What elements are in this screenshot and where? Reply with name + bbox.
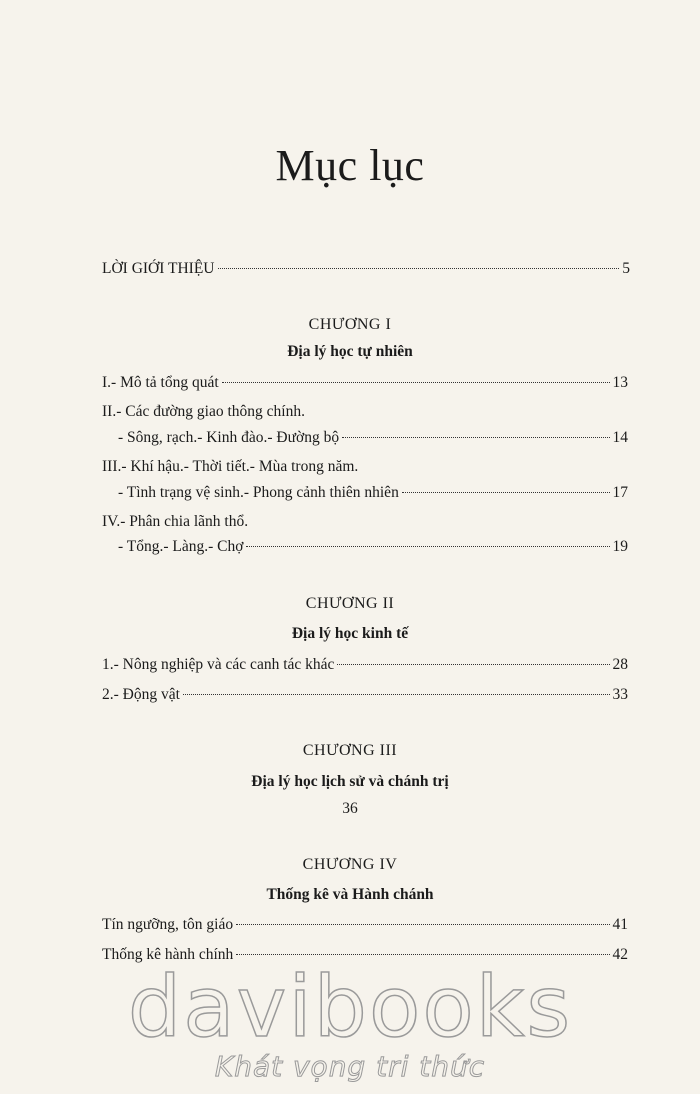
toc-entry[interactable] (118, 537, 628, 557)
toc-page-number: 28 (612, 656, 628, 673)
dot-leader (246, 546, 609, 547)
toc-entry[interactable] (102, 915, 628, 935)
toc-entry-text: LỜI GIỚI THIỆU (102, 260, 215, 277)
toc-page-number: 5 (622, 260, 630, 277)
toc-entry[interactable] (102, 685, 628, 705)
dot-leader (337, 664, 609, 665)
dot-leader (402, 492, 610, 493)
chapter-subtitle-3: Địa lý học lịch sử và chánh trị (251, 773, 449, 790)
toc-page-number: 14 (612, 429, 628, 446)
dot-leader (236, 954, 609, 955)
toc-entry-text: - Sông, rạch.- Kinh đào.- Đường bộ (118, 429, 340, 446)
chapter-page-number-3: 36 (342, 800, 358, 817)
toc-page-number: 17 (612, 484, 628, 501)
chapter-heading-2: CHƯƠNG II (305, 595, 395, 612)
toc-entry[interactable] (102, 655, 628, 675)
toc-page-number: 42 (612, 946, 628, 963)
dot-leader (342, 437, 609, 438)
chapter-heading-1: CHƯƠNG I (308, 316, 392, 333)
page-title: Mục lục (275, 141, 425, 190)
chapter-subtitle-2: Địa lý học kinh tế (291, 625, 409, 642)
toc-page-number: 33 (612, 686, 628, 703)
toc-entry-text: Thống kê hành chính (102, 946, 234, 963)
dot-leader (183, 694, 610, 695)
toc-entry-text: 1.- Nông nghiệp và các canh tác khác (102, 656, 335, 673)
chapter-subtitle-1: Địa lý học tự nhiên (287, 343, 413, 360)
toc-page-number: 19 (612, 538, 628, 555)
toc-entry-text: 2.- Động vật (102, 686, 180, 703)
toc-entry-heading-line: III.- Khí hậu.- Thời tiết.- Mùa trong năm. (102, 458, 359, 475)
toc-entry-text: - Tình trạng vệ sinh.- Phong cảnh thiên nhiên (118, 484, 399, 501)
chapter-heading-3: CHƯƠNG III (302, 742, 398, 759)
toc-page-number: 41 (612, 916, 628, 933)
dot-leader (236, 924, 609, 925)
toc-entry-intro[interactable] (102, 259, 630, 279)
toc-entry[interactable] (118, 428, 628, 448)
watermark-logo: davibooks (127, 958, 573, 1056)
dot-leader (222, 382, 610, 383)
dot-leader (218, 268, 620, 269)
chapter-subtitle-4: Thống kê và Hành chánh (266, 886, 434, 903)
toc-entry-text: Tín ngưỡng, tôn giáo (102, 916, 234, 933)
watermark-tagline: Khát vọng tri thức (214, 1050, 486, 1083)
chapter-heading-4: CHƯƠNG IV (302, 856, 398, 873)
toc-entry-heading-line: IV.- Phân chia lãnh thổ. (102, 513, 249, 530)
toc-entry[interactable] (102, 373, 628, 393)
toc-entry-heading-line: II.- Các đường giao thông chính. (102, 403, 305, 420)
toc-entry[interactable] (118, 483, 628, 503)
toc-entry-text: I.- Mô tả tổng quát (102, 374, 219, 391)
toc-page-number: 13 (612, 374, 628, 391)
toc-entry-text: - Tổng.- Làng.- Chợ (118, 538, 244, 555)
